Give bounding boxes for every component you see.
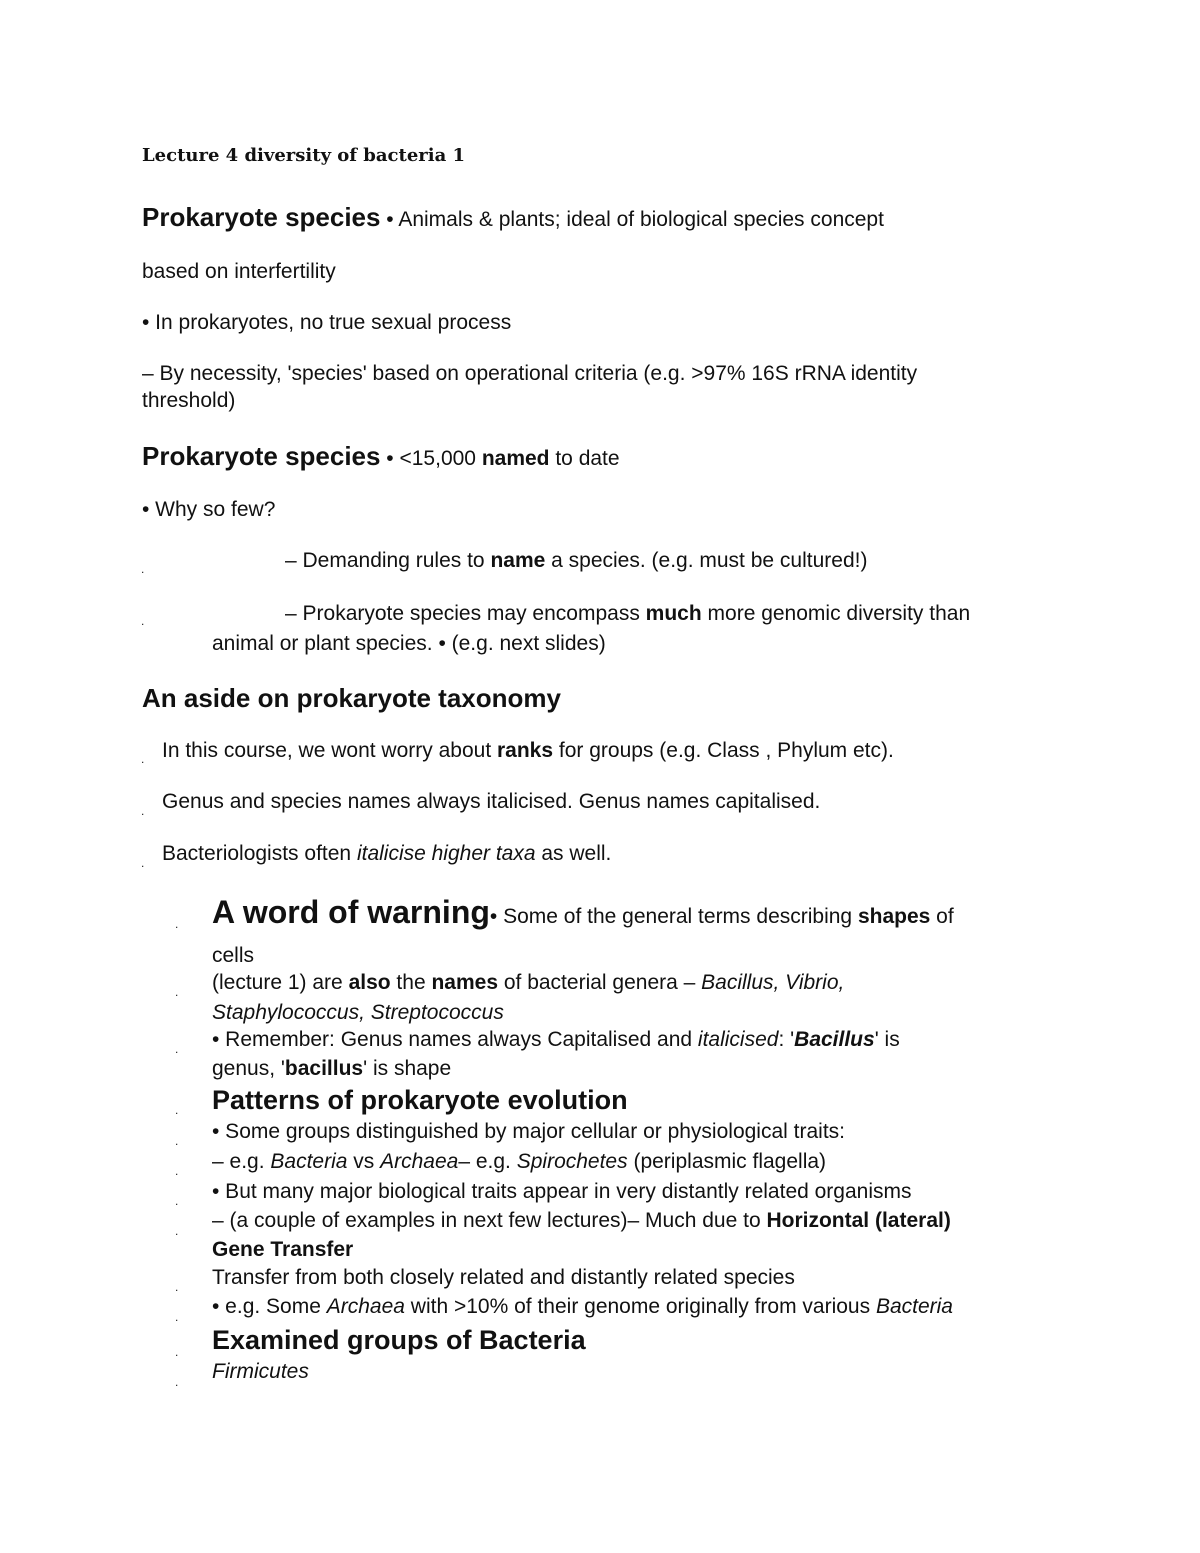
list-marker: .: [175, 1134, 179, 1148]
text-run: ' is shape: [363, 1057, 452, 1080]
list-item: [212, 1027, 900, 1053]
paragraph: based on interfertility: [142, 260, 336, 283]
list-item: Firmicutes: [212, 1360, 309, 1383]
text-run: (periplasmic flagella): [627, 1150, 827, 1173]
text-run-italic: Archaea: [380, 1150, 459, 1173]
text-run-italic: italicise higher taxa: [356, 842, 536, 865]
list-item: [212, 1149, 826, 1175]
text-run: a species. (e.g. must be cultured!): [545, 549, 868, 572]
section-heading: Prokaryote species: [142, 202, 381, 232]
list-marker: .: [175, 1164, 179, 1178]
text-run: • Some of the general terms describing: [489, 905, 858, 928]
text-run: more genomic diversity than: [701, 602, 971, 625]
list-marker: .: [141, 752, 145, 766]
text-run: Bacteriologists often: [162, 842, 357, 865]
paragraph: animal or plant species. • (e.g. next slides): [212, 632, 606, 655]
list-marker: .: [175, 1375, 179, 1389]
list-marker: .: [175, 985, 179, 999]
list-marker: .: [141, 614, 145, 628]
text-run-italic: Archaea: [326, 1295, 405, 1318]
paragraph: – By necessity, 'species' based on operational criteria (e.g. >97% 16S rRNA identity: [142, 362, 918, 385]
text-run-bold: ranks: [497, 739, 554, 762]
text-run-bold: name: [490, 549, 546, 572]
paragraph: • Why so few?: [142, 498, 276, 521]
text-run: : ': [778, 1028, 795, 1051]
section-heading: Prokaryote species: [142, 441, 381, 471]
text-run: to date: [549, 447, 620, 470]
text-run: – Prokaryote species may encompass: [285, 602, 646, 625]
list-marker: .: [175, 1103, 179, 1117]
paragraph: threshold): [142, 389, 236, 412]
document-title: Lecture 4 diversity of bacteria 1: [142, 145, 466, 166]
list-marker: .: [175, 917, 179, 931]
text-run: • Remember: Genus names always Capitalised and: [212, 1028, 698, 1051]
paragraph: [212, 1056, 451, 1082]
text-run-italic: Bacteria: [875, 1295, 953, 1318]
text-run: (lecture 1) are: [212, 971, 349, 994]
text-run: ' is: [874, 1028, 900, 1051]
text-run-bold: shapes: [857, 905, 931, 928]
text-run: of bacterial genera –: [498, 971, 702, 994]
text-run: with >10% of their genome originally from various: [404, 1295, 876, 1318]
text-run: for groups (e.g. Class , Phylum etc).: [553, 739, 894, 762]
text-run-bold-italic: Bacillus: [794, 1028, 875, 1051]
list-marker: .: [175, 1345, 179, 1359]
text-run: – Demanding rules to: [285, 549, 491, 572]
list-item: • But many major biological traits appear in very distantly related organisms: [212, 1180, 912, 1203]
text-run-bold: names: [431, 971, 499, 994]
text-run-bold: much: [645, 602, 702, 625]
list-marker: .: [141, 804, 145, 818]
list-item: [285, 548, 867, 574]
text-run: • Animals & plants; ideal of biological species concept: [380, 208, 884, 231]
text-run: – e.g.: [458, 1150, 517, 1173]
section-heading: A word of warning: [212, 894, 490, 930]
text-run-bold: also: [348, 971, 391, 994]
list-marker: .: [141, 562, 145, 576]
paragraph: Gene Transfer: [212, 1238, 354, 1261]
list-item: [212, 970, 844, 996]
text-run: of: [930, 905, 954, 928]
list-marker: .: [175, 1280, 179, 1294]
list-item: [212, 1208, 951, 1234]
paragraph: • In prokaryotes, no true sexual process: [142, 311, 512, 334]
list-marker: .: [175, 1310, 179, 1324]
section-heading: Patterns of prokaryote evolution: [212, 1085, 628, 1115]
text-run: – (a couple of examples in next few lectures)– Much due to: [212, 1209, 767, 1232]
text-run-italic: Bacteria: [270, 1150, 348, 1173]
section-prokaryote-species-1: [142, 202, 884, 235]
text-run: • <15,000: [380, 447, 482, 470]
list-item: [285, 601, 970, 627]
paragraph: cells: [212, 944, 255, 967]
text-run-bold: bacillus: [284, 1057, 364, 1080]
list-item: [162, 841, 611, 867]
text-run: vs: [347, 1150, 381, 1173]
list-marker: .: [175, 1194, 179, 1208]
text-run: as well.: [535, 842, 612, 865]
text-run: • e.g. Some: [212, 1295, 327, 1318]
section-heading: An aside on prokaryote taxonomy: [142, 683, 561, 713]
text-run-italic: Bacillus, Vibrio,: [701, 971, 845, 994]
list-item: [162, 738, 894, 764]
text-run: In this course, we wont worry about: [162, 739, 497, 762]
section-prokaryote-species-2: [142, 441, 620, 474]
list-item: [212, 1294, 953, 1320]
text-run-bold: Horizontal (lateral): [766, 1209, 951, 1232]
text-run-italic: italicised: [697, 1028, 779, 1051]
section-heading: Examined groups of Bacteria: [212, 1325, 586, 1355]
list-item: [212, 893, 954, 936]
list-item: • Some groups distinguished by major cellular or physiological traits:: [212, 1120, 845, 1143]
paragraph: Staphylococcus, Streptococcus: [212, 1001, 504, 1024]
list-marker: .: [175, 1224, 179, 1238]
text-run: – e.g.: [212, 1150, 271, 1173]
list-marker: .: [175, 1042, 179, 1056]
list-item: Genus and species names always italicised. Genus names capitalised.: [162, 790, 821, 813]
text-run: the: [390, 971, 432, 994]
text-run-italic: Spirochetes: [516, 1150, 628, 1173]
text-run: genus, ': [212, 1057, 285, 1080]
text-run-bold: named: [481, 447, 550, 470]
list-marker: .: [141, 856, 145, 870]
list-item: Transfer from both closely related and distantly related species: [212, 1266, 795, 1289]
